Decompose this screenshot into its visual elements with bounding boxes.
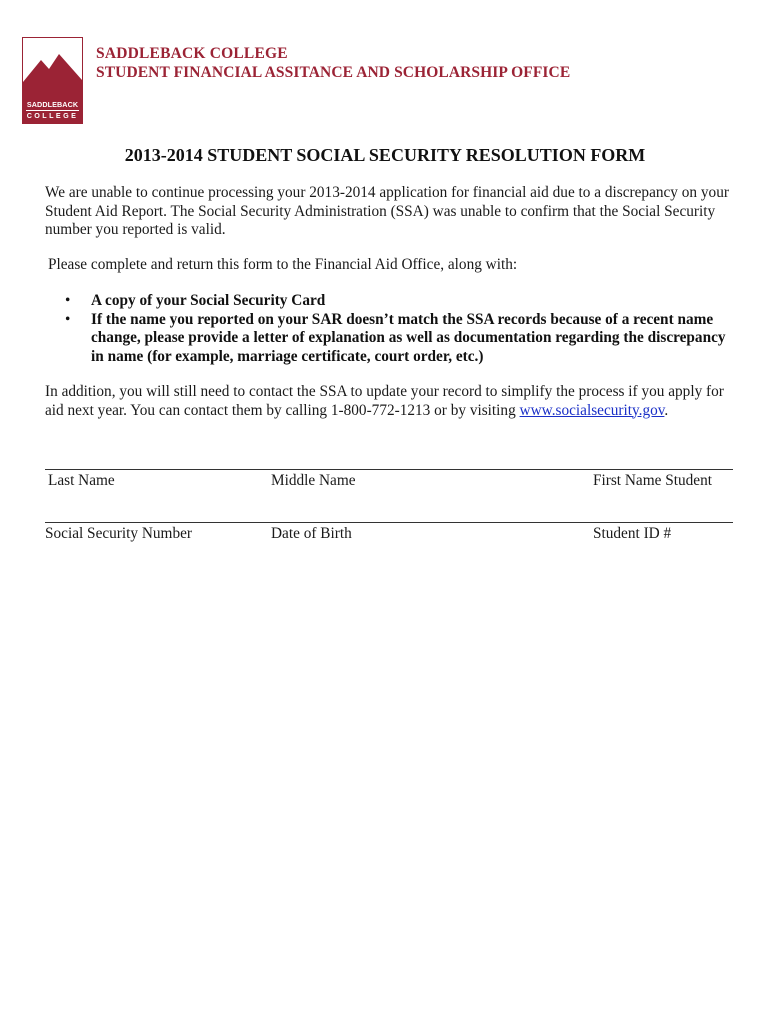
logo-text-saddleback: SADDLEBACK	[26, 100, 79, 109]
contact-text-end: .	[664, 401, 669, 419]
logo-text-college: COLLEGE	[26, 111, 79, 120]
last-name-label: Last Name	[48, 472, 115, 489]
list-item	[45, 292, 735, 311]
contact-text: In addition, you will still need to contact the SSA to update your record to simplify the process if you apply for aid next year. You can contact them by calling 1-800-772-1213 or by visiting	[45, 383, 724, 419]
dob-label: Date of Birth	[271, 525, 352, 542]
bullet-icon: •	[65, 292, 71, 309]
ssn-label: Social Security Number	[45, 525, 192, 542]
student-id-label: Student ID #	[593, 525, 672, 542]
first-name-label: First Name Student	[593, 472, 712, 489]
list-item-text: A copy of your Social Security Card	[91, 292, 326, 309]
middle-name-label: Middle Name	[271, 472, 356, 489]
contact-paragraph	[45, 383, 737, 420]
bullet-icon: •	[65, 310, 71, 328]
list-item	[45, 311, 735, 367]
office-name: STUDENT FINANCIAL ASSITANCE AND SCHOLARSHIP OFFICE	[96, 64, 571, 81]
requirements-list	[45, 292, 735, 366]
ssa-website-link[interactable]: www.socialsecurity.gov	[519, 401, 665, 419]
id-fill-line[interactable]	[45, 522, 733, 523]
list-item-text: If the name you reported on your SAR doesn’t match the SSA records because of a recent name change, please provide a letter of explanation as well as documentation regarding the discrepancy in name (for example, marriage certificate, court order, etc.)	[91, 310, 726, 365]
college-logo	[22, 37, 83, 124]
instructions-paragraph: Please complete and return this form to the Financial Aid Office, along with:	[48, 256, 518, 273]
org-name: SADDLEBACK COLLEGE	[96, 45, 288, 62]
name-fill-line[interactable]	[45, 469, 733, 470]
intro-paragraph: We are unable to continue processing your 2013-2014 application for financial aid due to a discrepancy on your Student Aid Report. The Social Security Administration (SSA) was unable to confirm that the Social Security number you reported is valid.	[45, 184, 729, 238]
form-title: 2013-2014 STUDENT SOCIAL SECURITY RESOLUTION FORM	[124, 145, 646, 165]
